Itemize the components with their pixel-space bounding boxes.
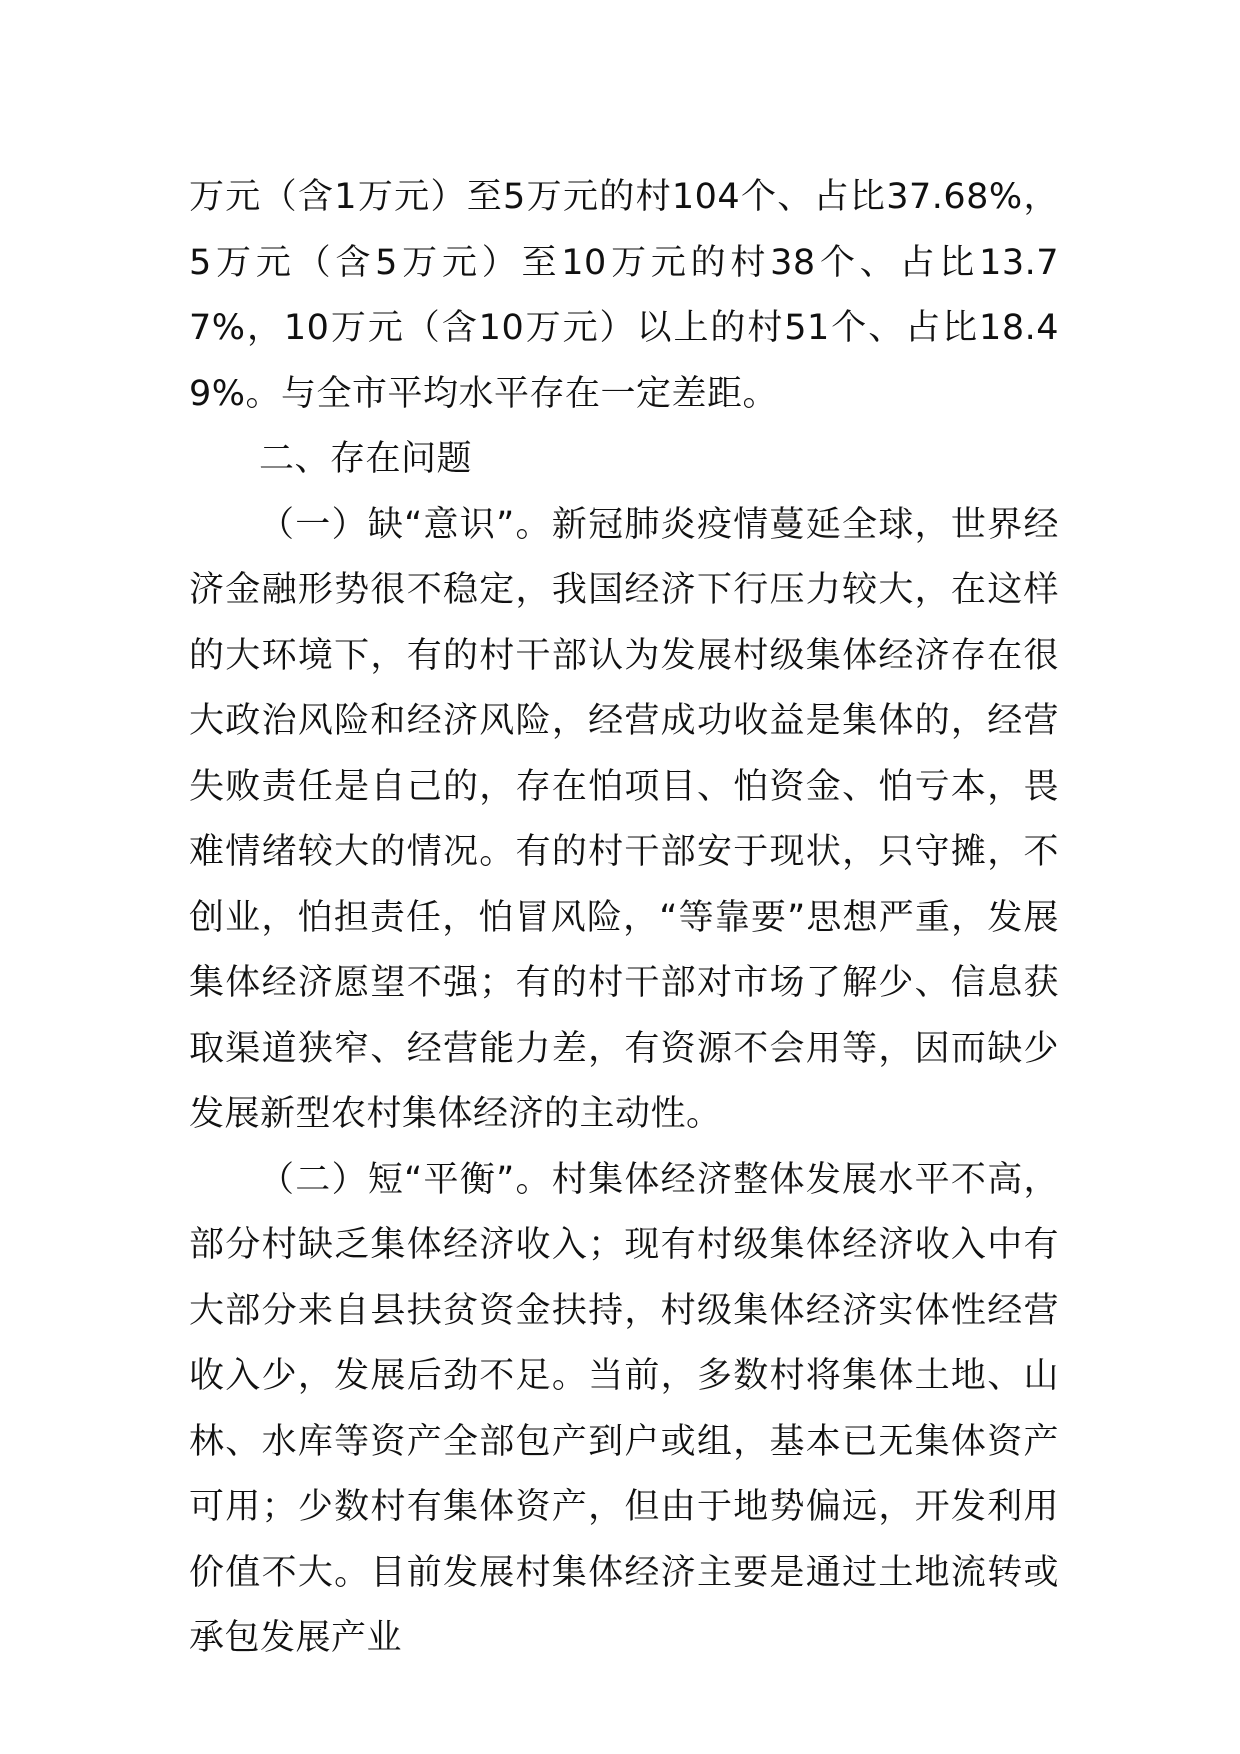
body-paragraph-1: 万元（含1万元）至5万元的村104个、占比37.68%，5万元（含5万元）至10万元的村38个、占比13.77%，10万元（含10万元）以上的村51个、占比18.49%。与全市平均水平存在一定差距。 bbox=[189, 177, 1059, 414]
document-body bbox=[189, 165, 1059, 1672]
body-paragraph-3: （二）短“平衡”。村集体经济整体发展水平不高，部分村缺乏集体经济收入；现有村级集体经济收入中有大部分来自县扶贫资金扶持，村级集体经济实体性经营收入少，发展后劲不足。当前，多数村将集体土地、山林、水库等资产全部包产到户或组，基本已无集体资产可用；少数村有集体资产，但由于地势偏远，开发利用价值不大。目前发展村集体经济主要是通过土地流转或承包发展产业 bbox=[189, 1159, 1059, 1658]
section-heading: 二、存在问题 bbox=[259, 439, 473, 479]
body-paragraph-2: （一）缺“意识”。新冠肺炎疫情蔓延全球，世界经济金融形势很不稳定，我国经济下行压力较大，在这样的大环境下，有的村干部认为发展村级集体经济存在很大政治风险和经济风险，经营成功收益是集体的，经营失败责任是自己的，存在怕项目、怕资金、怕亏本，畏难情绪较大的情况。有的村干部安于现状，只守摊，不创业，怕担责任，怕冒风险，“等靠要”思想严重，发展集体经济愿望不强；有的村干部对市场了解少、信息获取渠道狭窄、经营能力差，有资源不会用等，因而缺少发展新型农村集体经济的主动性。 bbox=[189, 504, 1059, 1134]
